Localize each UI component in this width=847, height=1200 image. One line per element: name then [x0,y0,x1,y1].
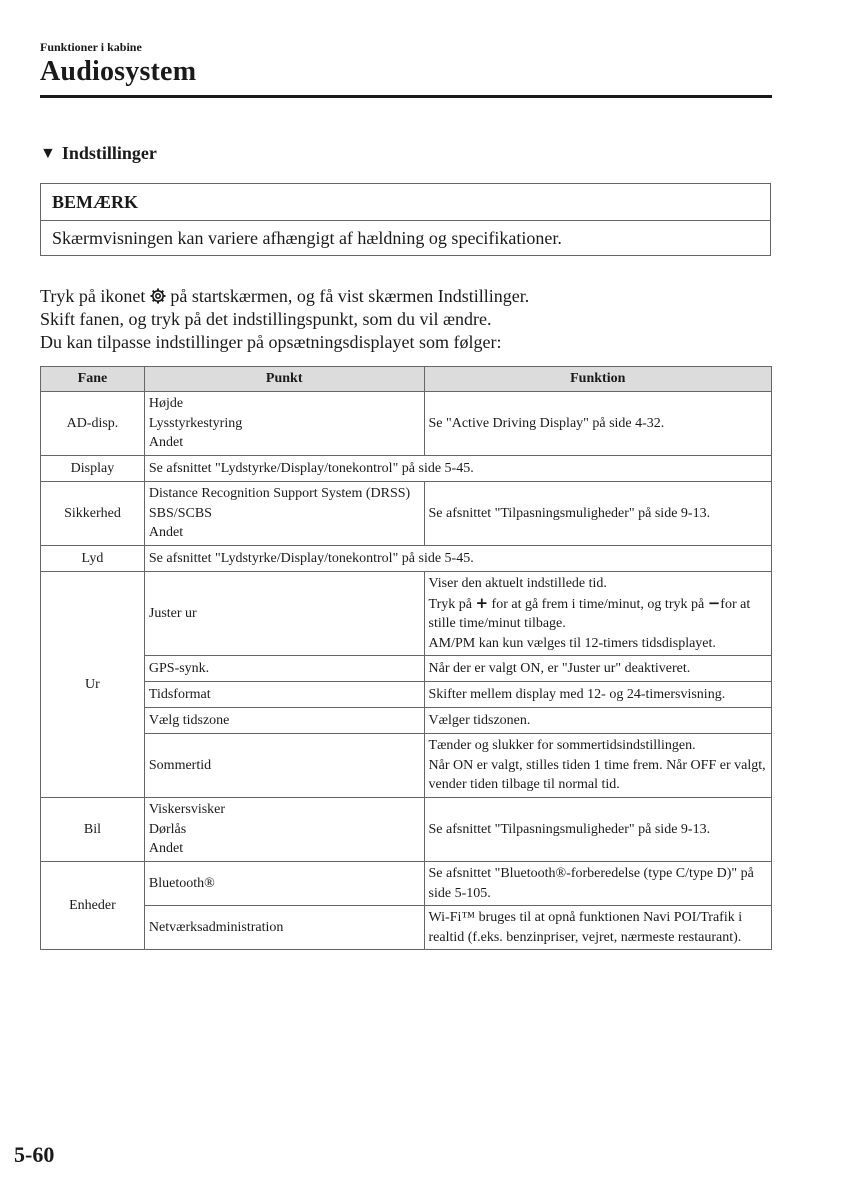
intro-paragraph [40,285,529,354]
column-header-fane: Fane [41,367,145,392]
table-row [41,546,772,572]
table-row [41,572,772,656]
column-header-punkt: Punkt [144,367,424,392]
funktion-cell: Se afsnittet "Bluetooth®-forberedelse (type C/type D)" på side 5-105. [424,862,771,906]
funktion-cell: Skifter mellem display med 12- og 24-timersvisning. [424,682,771,708]
fane-cell: Ur [41,572,145,798]
funktion-cell: Wi-Fi™ bruges til at opnå funktionen Navi POI/Trafik i realtid (f.eks. benzinpriser, vejret, nærmeste restaurant). [424,906,771,950]
table-row [41,482,772,546]
fane-cell: Bil [41,798,145,862]
punkt-cell: Bluetooth® [144,862,424,906]
punkt-cell: Tidsformat [144,682,424,708]
intro-line-3: Du kan tilpasse indstillinger på opsætningsdisplayet som følger: [40,332,502,352]
fane-cell: AD-disp. [41,392,145,456]
table-row [41,798,772,862]
fane-cell: Display [41,456,145,482]
table-row [41,862,772,906]
funktion-cell: Se afsnittet "Tilpasningsmuligheder" på side 9-13. [424,798,771,862]
fane-cell: Enheder [41,862,145,950]
punkt-cell: Viskersvisker Dørlås Andet [144,798,424,862]
column-header-funktion: Funktion [424,367,771,392]
settings-table [40,366,772,950]
punkt-cell: Distance Recognition Support System (DRSS) SBS/SCBS Andet [144,482,424,546]
note-text: Skærmvisningen kan variere afhængigt af hældning og specifikationer. [52,228,562,248]
span-cell: Se afsnittet "Lydstyrke/Display/tonekontrol" på side 5-45. [144,546,771,572]
section-label: Funktioner i kabine [40,40,142,54]
minus-icon: − [707,593,721,612]
note-box [40,183,771,256]
plus-icon: + [475,593,489,612]
table-row [41,708,772,734]
funktion-cell: Tænder og slukker for sommertidsindstillingen. Når ON er valgt, stilles tiden 1 time frem. Når OFF er valgt, vender tiden tilbage til normal tid. [424,734,771,798]
punkt-cell: Vælg tidszone [144,708,424,734]
punkt-cell: Juster ur [144,572,424,656]
intro-line-1: Tryk på ikonet på startskærmen, og få vist skærmen Indstillinger. [40,286,530,306]
span-cell: Se afsnittet "Lydstyrke/Display/tonekontrol" på side 5-45. [144,456,771,482]
table-header-row [41,367,772,392]
punkt-cell: Netværksadministration [144,906,424,950]
punkt-cell: GPS-synk. [144,656,424,682]
table-row [41,682,772,708]
funktion-cell: Se "Active Driving Display" på side 4-32. [424,392,771,456]
fane-cell: Sikkerhed [41,482,145,546]
table-row [41,734,772,798]
funktion-cell: Vælger tidszonen. [424,708,771,734]
table-row [41,456,772,482]
fane-cell: Lyd [41,546,145,572]
intro-line-2: Skift fanen, og tryk på det indstillingspunkt, som du vil ændre. [40,309,492,329]
table-row [41,656,772,682]
subheading [40,143,157,164]
page-title: Audiosystem [40,56,197,87]
funktion-cell: Når der er valgt ON, er "Juster ur" deaktiveret. [424,656,771,682]
punkt-cell: Sommertid [144,734,424,798]
funktion-cell: Viser den aktuelt indstillede tid. Tryk på + for at gå frem i time/minut, og tryk på −for at stille time/minut tilbage. AM/PM kan kun vælges til 12-timers tidsdisplayet. [424,572,771,656]
triangle-down-icon: ▼ [40,144,56,162]
table-row [41,906,772,950]
title-divider [40,95,772,98]
subheading-text: Indstillinger [61,143,157,163]
table-row [41,392,772,456]
page-number: 5-60 [14,1142,55,1167]
gear-icon [150,288,166,304]
funktion-cell: Se afsnittet "Tilpasningsmuligheder" på side 9-13. [424,482,771,546]
punkt-cell: Højde Lysstyrkestyring Andet [144,392,424,456]
note-title: BEMÆRK [41,184,770,221]
